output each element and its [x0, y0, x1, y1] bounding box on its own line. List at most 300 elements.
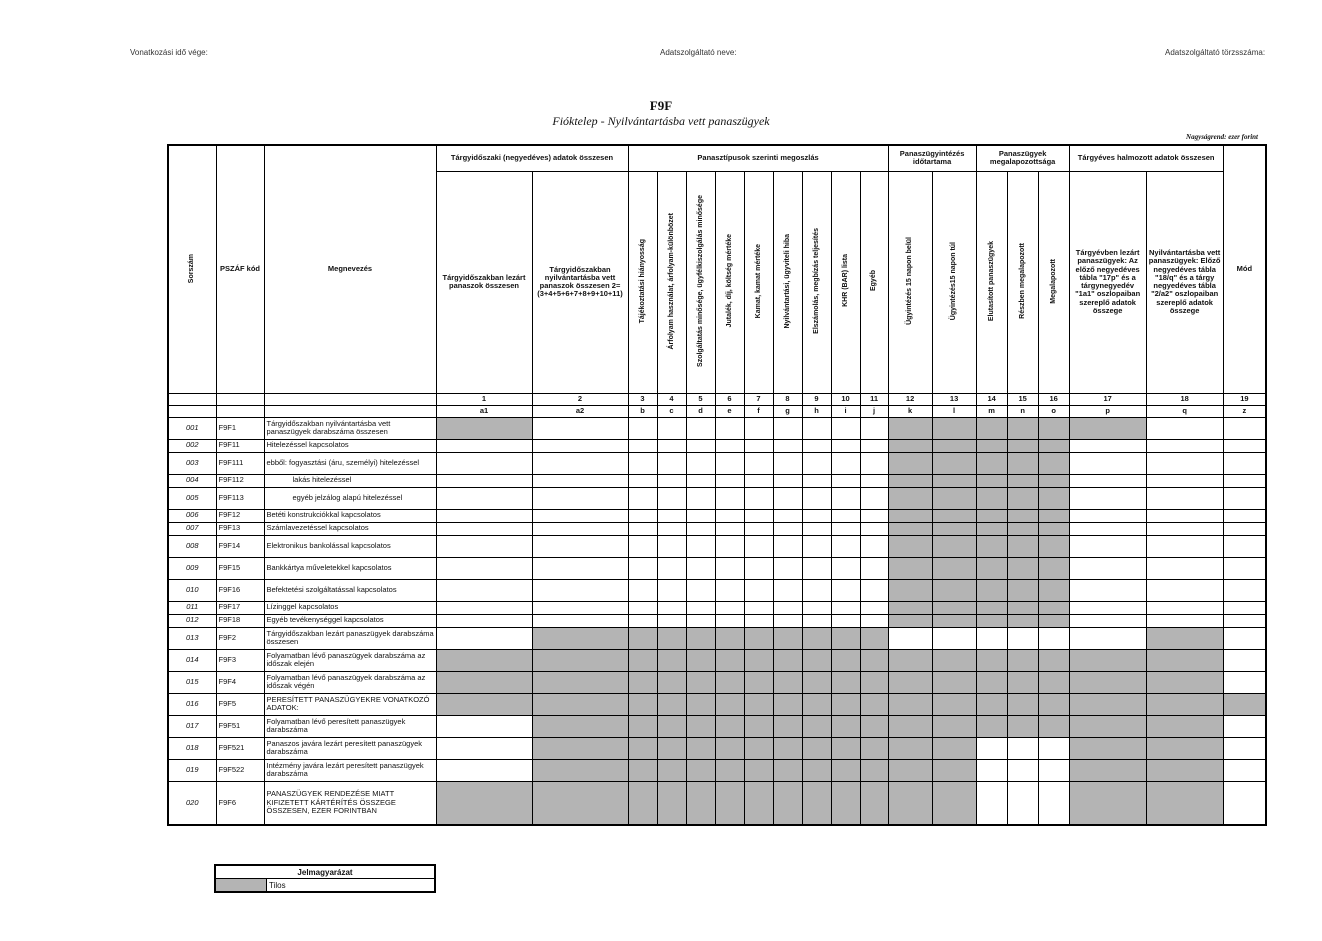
data-cell[interactable] [686, 614, 715, 627]
data-cell[interactable] [744, 535, 773, 557]
forbidden-cell [976, 535, 1007, 557]
row-label: Számlavezetéssel kapcsolatos [264, 522, 436, 535]
data-cell[interactable] [1146, 522, 1223, 535]
data-cell[interactable] [860, 601, 888, 614]
data-cell[interactable] [1223, 781, 1266, 825]
forbidden-cell [1007, 509, 1038, 522]
forbidden-cell [773, 649, 802, 671]
data-cell[interactable] [773, 452, 802, 474]
legend [214, 864, 436, 893]
forbidden-cell [1069, 671, 1146, 693]
data-cell[interactable] [1007, 737, 1038, 759]
data-cell[interactable] [1146, 601, 1223, 614]
data-cell[interactable] [831, 522, 860, 535]
data-cell[interactable] [1223, 671, 1266, 693]
data-cell[interactable] [657, 557, 686, 579]
data-cell[interactable] [1223, 557, 1266, 579]
forbidden-cell [657, 649, 686, 671]
col-number: 7 [744, 393, 773, 405]
data-cell[interactable] [744, 439, 773, 452]
data-cell[interactable] [744, 417, 773, 439]
data-cell[interactable] [686, 417, 715, 439]
data-cell[interactable] [436, 535, 532, 557]
group-header-duration: Panaszügyintézés időtartama [888, 145, 976, 171]
data-cell[interactable] [532, 417, 628, 439]
row-code: F9F111 [216, 452, 264, 474]
data-cell[interactable] [657, 474, 686, 487]
data-cell[interactable] [831, 474, 860, 487]
row-label: Tárgyidőszakban nyilvántartásba vett panaszügyek darabszáma összesen [264, 417, 436, 439]
forbidden-cell [932, 535, 976, 557]
data-cell[interactable] [436, 627, 532, 649]
data-cell[interactable] [1223, 509, 1266, 522]
data-cell[interactable] [657, 601, 686, 614]
data-cell[interactable] [686, 601, 715, 614]
forbidden-cell [773, 671, 802, 693]
data-cell[interactable] [802, 439, 831, 452]
col-code: h [802, 405, 831, 417]
forbidden-cell [888, 737, 932, 759]
data-cell[interactable] [976, 627, 1007, 649]
data-cell[interactable] [831, 439, 860, 452]
data-cell[interactable] [802, 417, 831, 439]
col-code: g [773, 405, 802, 417]
data-cell[interactable] [1223, 737, 1266, 759]
data-cell[interactable] [1223, 487, 1266, 509]
data-cell[interactable] [976, 781, 1007, 825]
data-cell[interactable] [802, 487, 831, 509]
data-cell[interactable] [436, 614, 532, 627]
forbidden-cell [1007, 535, 1038, 557]
forbidden-cell [532, 759, 628, 781]
row-number: 017 [168, 715, 216, 737]
data-cell[interactable] [532, 557, 628, 579]
row-number: 016 [168, 693, 216, 715]
forbidden-cell [888, 601, 932, 614]
data-cell[interactable] [773, 557, 802, 579]
data-cell[interactable] [1146, 535, 1223, 557]
data-cell[interactable] [686, 579, 715, 601]
data-cell[interactable] [715, 557, 744, 579]
data-cell[interactable] [628, 522, 657, 535]
data-cell[interactable] [860, 474, 888, 487]
data-cell[interactable] [1007, 759, 1038, 781]
data-cell[interactable] [628, 452, 657, 474]
data-cell[interactable] [1069, 579, 1146, 601]
data-cell[interactable] [860, 522, 888, 535]
forbidden-cell [744, 671, 773, 693]
provider-id-label: Adatszolgáltató törzsszáma: [1165, 48, 1266, 57]
forbidden-cell [802, 737, 831, 759]
data-cell[interactable] [744, 452, 773, 474]
data-cell[interactable] [860, 535, 888, 557]
col-number: 9 [802, 393, 831, 405]
data-cell[interactable] [686, 439, 715, 452]
data-cell[interactable] [831, 557, 860, 579]
row-number: 015 [168, 671, 216, 693]
data-cell[interactable] [773, 535, 802, 557]
data-cell[interactable] [976, 737, 1007, 759]
data-cell[interactable] [1146, 614, 1223, 627]
row-number: 004 [168, 474, 216, 487]
forbidden-cell [1038, 579, 1069, 601]
forbidden-cell [1007, 487, 1038, 509]
data-cell[interactable] [436, 579, 532, 601]
forbidden-cell [888, 781, 932, 825]
data-cell[interactable] [1223, 452, 1266, 474]
col-header-13: Ügyintézés15 napon túl [932, 171, 976, 393]
data-cell[interactable] [744, 614, 773, 627]
data-cell[interactable] [628, 439, 657, 452]
forbidden-cell [932, 522, 976, 535]
data-cell[interactable] [932, 627, 976, 649]
data-cell[interactable] [532, 487, 628, 509]
data-cell[interactable] [1069, 474, 1146, 487]
data-cell[interactable] [976, 759, 1007, 781]
row-code: F9F18 [216, 614, 264, 627]
data-cell[interactable] [744, 601, 773, 614]
data-cell[interactable] [1223, 601, 1266, 614]
column-code-row [168, 405, 1266, 417]
data-cell[interactable] [888, 627, 932, 649]
data-cell[interactable] [715, 509, 744, 522]
col-number: 15 [1007, 393, 1038, 405]
data-cell[interactable] [532, 509, 628, 522]
data-cell[interactable] [831, 601, 860, 614]
forbidden-cell [831, 627, 860, 649]
data-cell[interactable] [657, 579, 686, 601]
data-cell[interactable] [1223, 614, 1266, 627]
data-cell[interactable] [657, 509, 686, 522]
forbidden-cell [532, 715, 628, 737]
data-cell[interactable] [1223, 715, 1266, 737]
data-cell[interactable] [532, 601, 628, 614]
data-cell[interactable] [773, 614, 802, 627]
data-cell[interactable] [436, 557, 532, 579]
data-cell[interactable] [436, 474, 532, 487]
data-cell[interactable] [802, 614, 831, 627]
data-cell[interactable] [773, 417, 802, 439]
data-cell[interactable] [628, 601, 657, 614]
row-label: Bankkártya műveletekkel kapcsolatos [264, 557, 436, 579]
table-row [168, 417, 1266, 439]
data-cell[interactable] [773, 579, 802, 601]
data-cell[interactable] [773, 509, 802, 522]
data-cell[interactable] [1146, 487, 1223, 509]
data-cell[interactable] [744, 522, 773, 535]
forbidden-cell [831, 759, 860, 781]
group-header-types: Panasztípusok szerinti megoszlás [628, 145, 888, 171]
data-cell[interactable] [1038, 737, 1069, 759]
data-cell[interactable] [1146, 579, 1223, 601]
data-cell[interactable] [1223, 649, 1266, 671]
data-cell[interactable] [686, 557, 715, 579]
data-cell[interactable] [860, 487, 888, 509]
data-cell[interactable] [1069, 522, 1146, 535]
forbidden-cell [888, 671, 932, 693]
data-cell[interactable] [860, 579, 888, 601]
table-row [168, 614, 1266, 627]
col-code: q [1146, 405, 1223, 417]
data-cell[interactable] [802, 557, 831, 579]
data-cell[interactable] [773, 601, 802, 614]
data-cell[interactable] [1069, 557, 1146, 579]
data-cell[interactable] [802, 522, 831, 535]
data-cell[interactable] [1223, 627, 1266, 649]
col-number: 8 [773, 393, 802, 405]
forbidden-cell [860, 737, 888, 759]
forbidden-cell [628, 781, 657, 825]
data-cell[interactable] [831, 535, 860, 557]
row-number: 003 [168, 452, 216, 474]
data-cell[interactable] [802, 601, 831, 614]
reference-period-label: Vonatkozási idő vége: [130, 48, 208, 57]
data-cell[interactable] [773, 474, 802, 487]
data-cell[interactable] [1069, 509, 1146, 522]
forbidden-cell [932, 737, 976, 759]
data-cell[interactable] [686, 509, 715, 522]
data-cell[interactable] [1069, 452, 1146, 474]
data-cell[interactable] [860, 557, 888, 579]
data-cell[interactable] [1223, 522, 1266, 535]
data-cell[interactable] [628, 509, 657, 522]
table-row [168, 579, 1266, 601]
col-code: o [1038, 405, 1069, 417]
forbidden-cell [773, 715, 802, 737]
data-cell[interactable] [436, 601, 532, 614]
data-cell[interactable] [686, 487, 715, 509]
data-cell[interactable] [657, 614, 686, 627]
data-cell[interactable] [744, 509, 773, 522]
data-cell[interactable] [802, 474, 831, 487]
data-cell[interactable] [1007, 627, 1038, 649]
data-cell[interactable] [831, 452, 860, 474]
data-cell[interactable] [860, 452, 888, 474]
data-cell[interactable] [628, 487, 657, 509]
data-cell[interactable] [744, 557, 773, 579]
forbidden-cell [1069, 417, 1146, 439]
data-cell[interactable] [1146, 452, 1223, 474]
data-cell[interactable] [532, 614, 628, 627]
data-cell[interactable] [1223, 417, 1266, 439]
col-header-14: Elutasított panaszügyek [976, 171, 1007, 393]
data-cell[interactable] [1223, 535, 1266, 557]
data-cell[interactable] [532, 452, 628, 474]
data-cell[interactable] [1038, 781, 1069, 825]
col-header-17: Tárgyévben lezárt panaszügyek: Az előző negyedéves tábla "17p" és a tárgynegyedév "1a1" oszlopaiban szereplő adatok összege [1069, 171, 1146, 393]
data-cell[interactable] [860, 417, 888, 439]
data-cell[interactable] [1223, 759, 1266, 781]
row-number: 013 [168, 627, 216, 649]
data-cell[interactable] [831, 487, 860, 509]
header-pszaf-kod: PSZÁF kód [216, 145, 264, 393]
forbidden-cell [976, 487, 1007, 509]
data-cell[interactable] [831, 579, 860, 601]
data-cell[interactable] [686, 474, 715, 487]
data-cell[interactable] [773, 487, 802, 509]
data-cell[interactable] [831, 417, 860, 439]
col-code: f [744, 405, 773, 417]
data-cell[interactable] [1038, 627, 1069, 649]
data-cell[interactable] [436, 715, 532, 737]
data-cell[interactable] [1069, 487, 1146, 509]
data-cell[interactable] [802, 535, 831, 557]
col-number: 16 [1038, 393, 1069, 405]
forbidden-cell [831, 649, 860, 671]
row-number: 018 [168, 737, 216, 759]
form-title: Fióktelep - Nyilvántartásba vett panaszügyek [552, 114, 770, 128]
data-cell[interactable] [715, 579, 744, 601]
data-cell[interactable] [860, 509, 888, 522]
data-cell[interactable] [831, 509, 860, 522]
forbidden-cell [657, 693, 686, 715]
forbidden-cell [1146, 671, 1223, 693]
data-cell[interactable] [773, 522, 802, 535]
data-cell[interactable] [686, 522, 715, 535]
forbidden-cell [1038, 614, 1069, 627]
data-cell[interactable] [657, 487, 686, 509]
data-cell[interactable] [1223, 474, 1266, 487]
data-cell[interactable] [860, 439, 888, 452]
data-cell[interactable] [657, 452, 686, 474]
row-number: 007 [168, 522, 216, 535]
col-header-8: Nyilvántartási, ügyviteli hiba [773, 171, 802, 393]
data-cell[interactable] [715, 487, 744, 509]
data-cell[interactable] [628, 557, 657, 579]
data-cell[interactable] [628, 474, 657, 487]
data-cell[interactable] [1146, 557, 1223, 579]
forbidden-cell [976, 557, 1007, 579]
data-cell[interactable] [436, 737, 532, 759]
data-cell[interactable] [715, 474, 744, 487]
data-cell[interactable] [744, 579, 773, 601]
forbidden-cell [1007, 452, 1038, 474]
data-cell[interactable] [532, 474, 628, 487]
data-cell[interactable] [628, 417, 657, 439]
data-cell[interactable] [715, 439, 744, 452]
forbidden-cell [1038, 535, 1069, 557]
data-cell[interactable] [1146, 509, 1223, 522]
data-cell[interactable] [715, 452, 744, 474]
data-cell[interactable] [436, 759, 532, 781]
data-cell[interactable] [1146, 474, 1223, 487]
data-cell[interactable] [1038, 759, 1069, 781]
col-code: k [888, 405, 932, 417]
data-cell[interactable] [436, 439, 532, 452]
data-cell[interactable] [436, 522, 532, 535]
data-cell[interactable] [657, 522, 686, 535]
data-cell[interactable] [773, 439, 802, 452]
row-label: Folyamatban lévő peresített panaszügyek darabszáma [264, 715, 436, 737]
data-cell[interactable] [831, 614, 860, 627]
data-cell[interactable] [686, 535, 715, 557]
data-cell[interactable] [532, 522, 628, 535]
col-number: 4 [657, 393, 686, 405]
data-cell[interactable] [1146, 417, 1223, 439]
forbidden-cell [802, 781, 831, 825]
data-cell[interactable] [628, 579, 657, 601]
data-cell[interactable] [657, 417, 686, 439]
data-cell[interactable] [1007, 781, 1038, 825]
forbidden-cell [532, 737, 628, 759]
forbidden-cell [1146, 693, 1223, 715]
col-number: 18 [1146, 393, 1223, 405]
forbidden-cell [888, 487, 932, 509]
forbidden-cell [888, 509, 932, 522]
data-cell[interactable] [436, 452, 532, 474]
forbidden-cell [932, 649, 976, 671]
data-cell[interactable] [436, 509, 532, 522]
data-cell[interactable] [1223, 439, 1266, 452]
row-number: 011 [168, 601, 216, 614]
data-cell[interactable] [436, 487, 532, 509]
data-cell[interactable] [802, 452, 831, 474]
forbidden-cell [1007, 557, 1038, 579]
forbidden-cell [976, 693, 1007, 715]
row-code: F9F15 [216, 557, 264, 579]
forbidden-cell [715, 737, 744, 759]
data-cell[interactable] [657, 439, 686, 452]
col-number: 11 [860, 393, 888, 405]
forbidden-cell [1069, 759, 1146, 781]
forbidden-cell [1069, 649, 1146, 671]
data-cell[interactable] [1069, 535, 1146, 557]
data-cell[interactable] [715, 614, 744, 627]
data-cell[interactable] [802, 509, 831, 522]
forbidden-cell [888, 557, 932, 579]
forbidden-cell [932, 601, 976, 614]
data-cell[interactable] [532, 535, 628, 557]
data-cell[interactable] [715, 535, 744, 557]
data-cell[interactable] [628, 535, 657, 557]
forbidden-cell [657, 737, 686, 759]
data-cell[interactable] [802, 579, 831, 601]
forbidden-cell [976, 715, 1007, 737]
data-cell[interactable] [744, 474, 773, 487]
row-code: F9F6 [216, 781, 264, 825]
forbidden-cell [932, 781, 976, 825]
forbidden-cell [976, 452, 1007, 474]
row-code: F9F113 [216, 487, 264, 509]
data-cell[interactable] [628, 614, 657, 627]
data-cell[interactable] [1069, 439, 1146, 452]
data-cell[interactable] [1146, 439, 1223, 452]
data-cell[interactable] [532, 439, 628, 452]
data-cell[interactable] [860, 614, 888, 627]
row-number: 012 [168, 614, 216, 627]
data-cell[interactable] [1223, 579, 1266, 601]
data-cell[interactable] [744, 487, 773, 509]
data-cell[interactable] [715, 522, 744, 535]
col-header-12: Ügyintézés 15 napon belül [888, 171, 932, 393]
data-cell[interactable] [686, 452, 715, 474]
data-cell[interactable] [532, 579, 628, 601]
col-code: d [686, 405, 715, 417]
forbidden-cell [686, 649, 715, 671]
forbidden-cell [715, 649, 744, 671]
data-cell[interactable] [1069, 601, 1146, 614]
data-cell[interactable] [715, 601, 744, 614]
data-cell[interactable] [715, 417, 744, 439]
row-code: F9F51 [216, 715, 264, 737]
forbidden-cell [1038, 474, 1069, 487]
col-number: 5 [686, 393, 715, 405]
forbidden-cell [686, 781, 715, 825]
row-label: Hitelezéssel kapcsolatos [264, 439, 436, 452]
data-cell[interactable] [657, 535, 686, 557]
data-cell[interactable] [1069, 614, 1146, 627]
data-cell[interactable] [1069, 627, 1146, 649]
